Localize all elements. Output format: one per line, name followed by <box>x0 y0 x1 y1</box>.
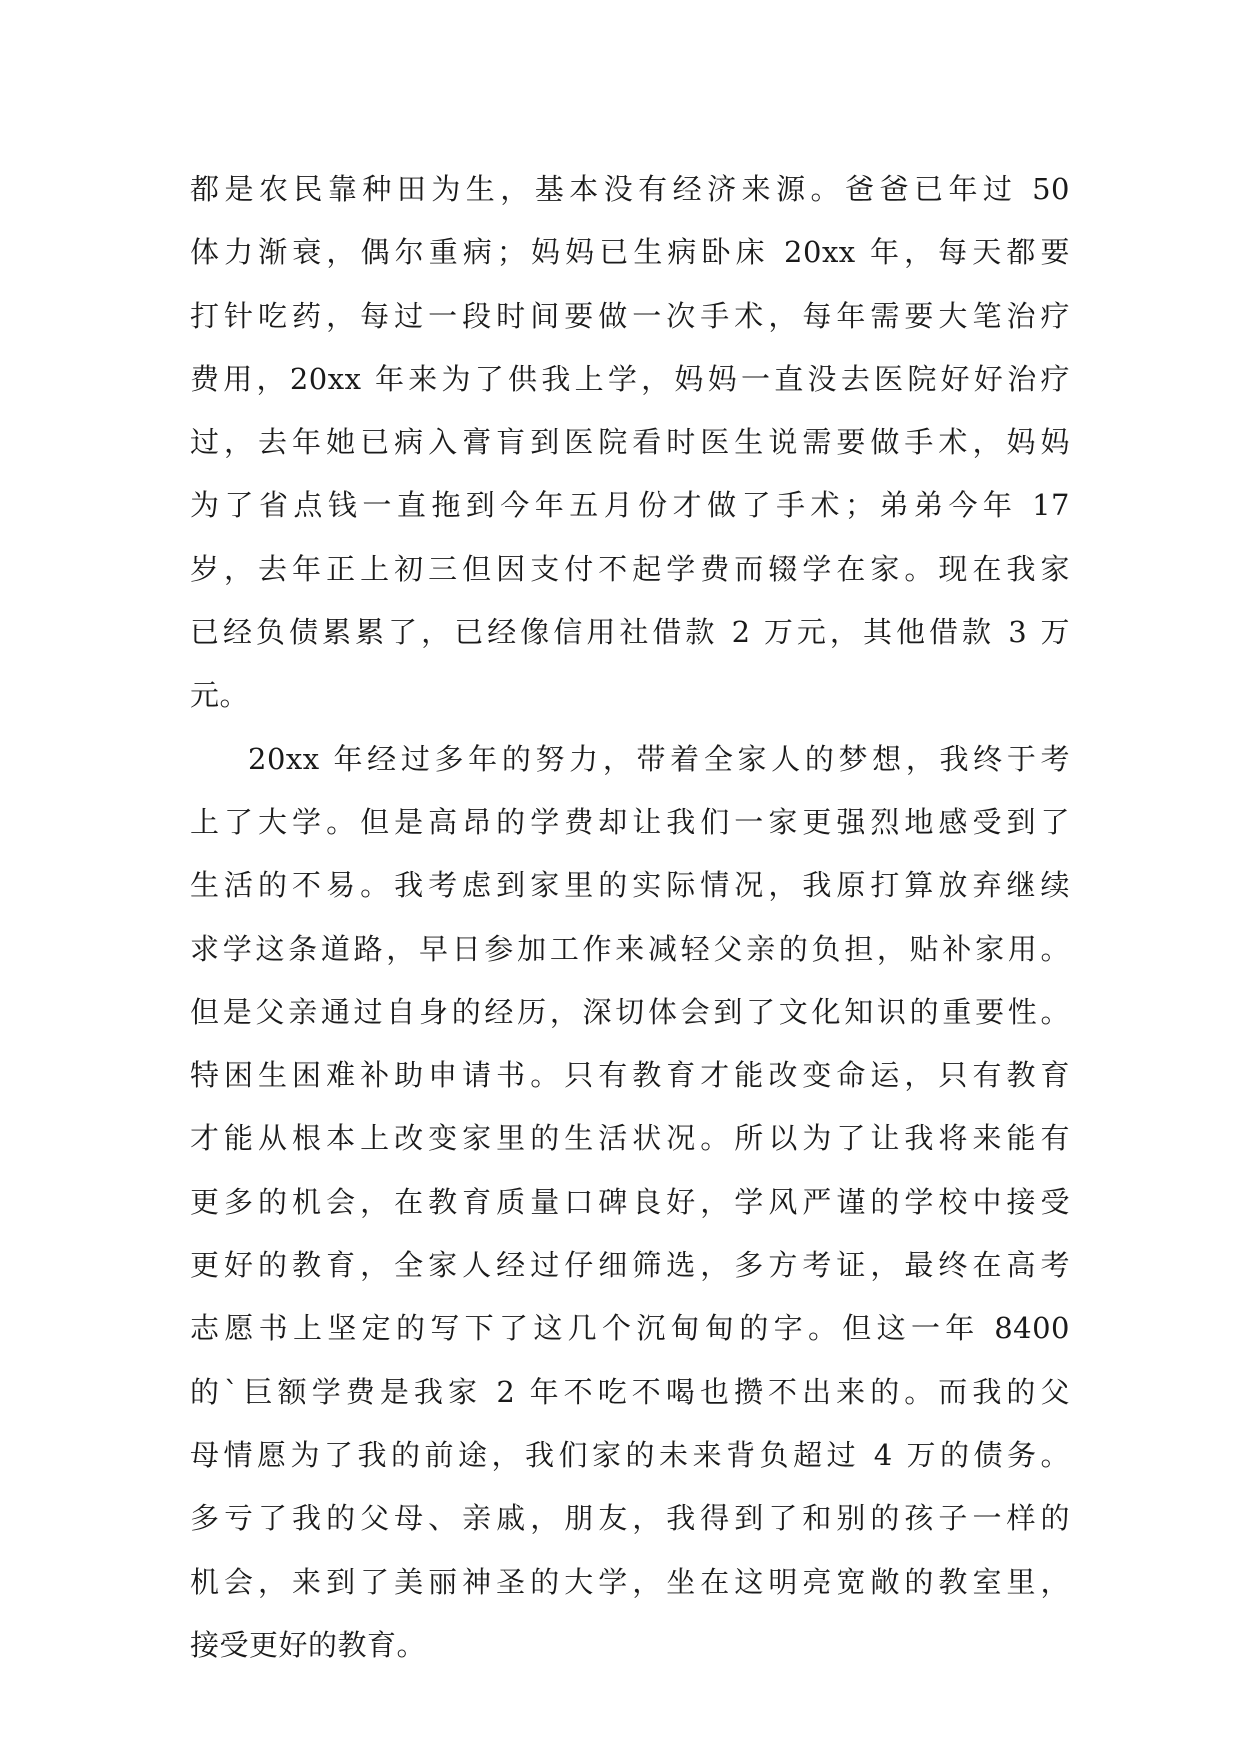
text-line: 费用，20xx 年来为了供我上学，妈妈一直没去医院好好治疗 <box>190 361 1070 396</box>
body-text <box>190 158 1070 1677</box>
text-line: 特困生困难补助申请书。只有教育才能改变命运，只有教育 <box>190 1058 1070 1093</box>
text-line: 已经负债累累了，已经像信用社借款 2 万元，其他借款 3 万 <box>190 615 1070 650</box>
text-line: 打针吃药，每过一段时间要做一次手术，每年需要大笔治疗 <box>190 298 1070 333</box>
text-line: 母情愿为了我的前途，我们家的未来背负超过 4 万的债务。 <box>190 1437 1070 1472</box>
text-line: 更多的机会，在教育质量口碑良好，学风严谨的学校中接受 <box>190 1184 1070 1219</box>
text-line: 的`巨额学费是我家 2 年不吃不喝也攒不出来的。而我的父 <box>190 1374 1070 1409</box>
text-line: 更好的教育，全家人经过仔细筛选，多方考证，最终在高考 <box>190 1248 1070 1283</box>
text-line: 生活的不易。我考虑到家里的实际情况，我原打算放弃继续 <box>190 868 1070 903</box>
text-line: 求学这条道路，早日参加工作来减轻父亲的负担，贴补家用。 <box>190 931 1070 966</box>
text-line: 元。 <box>190 678 250 713</box>
text-line: 都是农民靠种田为生，基本没有经济来源。爸爸已年过 50 <box>190 172 1070 206</box>
text-line: 过，去年她已病入膏肓到医院看时医生说需要做手术，妈妈 <box>190 425 1070 460</box>
text-line: 岁，去年正上初三但因支付不起学费而辍学在家。现在我家 <box>190 551 1070 586</box>
text-line: 体力渐衰，偶尔重病；妈妈已生病卧床 20xx 年，每天都要 <box>190 235 1070 270</box>
text-line: 上了大学。但是高昂的学费却让我们一家更强烈地感受到了 <box>190 804 1070 839</box>
text-line: 为了省点钱一直拖到今年五月份才做了手术；弟弟今年 17 <box>190 488 1070 523</box>
text-line: 才能从根本上改变家里的生活状况。所以为了让我将来能有 <box>190 1121 1070 1156</box>
paragraph-first-line: 20xx 年经过多年的努力，带着全家人的梦想，我终于考 <box>248 741 1070 776</box>
text-line: 多亏了我的父母、亲戚，朋友，我得到了和别的孩子一样的 <box>190 1501 1070 1536</box>
text-line: 志愿书上坚定的写下了这几个沉甸甸的字。但这一年 8400 <box>190 1311 1070 1346</box>
text-line: 机会，来到了美丽神圣的大学，坐在这明亮宽敞的教室里， <box>190 1564 1070 1599</box>
text-line: 接受更好的教育。 <box>190 1627 427 1662</box>
text-line: 但是父亲通过自身的经历，深切体会到了文化知识的重要性。 <box>190 994 1070 1029</box>
